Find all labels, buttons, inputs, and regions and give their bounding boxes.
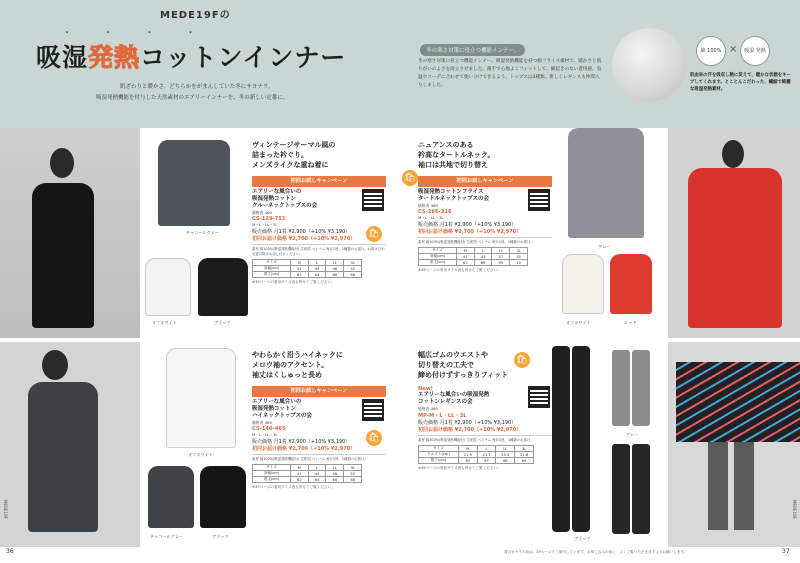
size-cell: 64	[308, 272, 326, 278]
size-cell: 68	[344, 477, 362, 483]
size-cell: 47	[492, 254, 510, 260]
catch-line: メロウ袖のアクセント。	[252, 361, 329, 369]
divider	[252, 244, 386, 245]
catch-line: 衿高なタートルネック。	[418, 151, 495, 159]
size-cell: LL	[492, 248, 510, 254]
size-cell: 3L	[510, 248, 528, 254]
size-cell: LL	[326, 260, 344, 266]
color-caption: オフホワイト	[566, 320, 591, 325]
page-number-left: 36	[6, 548, 14, 555]
qr-code	[528, 189, 550, 211]
footer-note: 着合せサイズ表は、39ページでご案内しています。お申し込みの前に、よくご覧いただきますようお願いします。	[504, 550, 688, 554]
campaign-banner: 初回お試しキャンペーン	[252, 386, 386, 397]
color-caption: チャコールグレー	[150, 534, 184, 539]
size-range: M・L・LL・3L	[418, 215, 444, 220]
catch-line: 切り替えの工夫で	[418, 361, 474, 369]
heat-badge: 吸湿 発熱	[740, 36, 770, 66]
size-table	[418, 247, 528, 266]
special-price: 初回お届け価格 ¥2,700（+10% ¥2,970）	[418, 229, 522, 235]
model-patterned-skirt	[676, 362, 800, 442]
model-red-top	[688, 168, 782, 328]
color-caption: グレー	[626, 432, 639, 437]
catch-line: ヴィンテージサーマル風の	[252, 141, 336, 149]
turtleneck-gray-garment	[568, 128, 644, 238]
price-table-ref: 価格表 469	[418, 406, 438, 411]
size-cell: 66	[326, 272, 344, 278]
size-cell: M	[290, 465, 308, 471]
size-cell: 3L	[344, 465, 362, 471]
price-table-ref: 価格表 469	[252, 210, 272, 215]
title-emphasis-dots: ・ ・ ・ ・	[62, 28, 210, 39]
color-caption: ブラック	[212, 534, 229, 539]
model-photo-crewneck	[0, 128, 140, 338]
size-cell: 41	[290, 471, 308, 477]
size-cell: 52	[344, 266, 362, 272]
product-spec: 素材 綿100%(吸湿発熱機能付) 生産国 ベトナム 毎月1回、1種類のお届け。	[418, 240, 534, 244]
size-cell: サイズ	[419, 248, 457, 254]
size-cell: M	[456, 248, 474, 254]
leggings-black-garment	[632, 444, 650, 534]
size-cell: 21.9	[458, 452, 477, 458]
shopping-bag-icon[interactable]: 🛍	[366, 226, 382, 242]
model-leg-left	[708, 442, 728, 530]
size-cell: 62	[290, 477, 308, 483]
special-price: 初回お届け価格 ¥2,700（+10% ¥2,970）	[418, 427, 522, 433]
color-caption: オフホワイト	[188, 452, 213, 457]
size-cell: LL	[326, 465, 344, 471]
size-ref-note: ※39ページの着用サイズ表も併せてご覧ください。	[252, 280, 335, 284]
highneck-black-garment	[200, 466, 246, 528]
size-table	[252, 259, 362, 278]
size-cell: 41	[456, 254, 474, 260]
size-ref-note: ※39ページの着用サイズ表も併せてご覧ください。	[418, 466, 501, 470]
leggings-black-garment	[612, 444, 630, 534]
divider	[418, 435, 552, 436]
size-cell: 3L	[515, 446, 534, 452]
title-part-3: 熱	[114, 43, 141, 72]
product-spec: 素材 綿100%(吸湿発熱機能付) 生産国 ベトナム 毎月1回、1種類のお届け。	[252, 457, 368, 461]
size-cell: 着丈(cm)	[253, 477, 291, 483]
product-name: ハイネックトップスの会	[252, 413, 313, 419]
size-cell: 48	[326, 471, 344, 477]
catch-line: ニュアンスのある	[418, 141, 474, 149]
brand-label: MEDE19Fの	[160, 10, 231, 21]
product-code: CS-266-316	[418, 209, 452, 215]
size-cell: 股下(cm)	[419, 458, 459, 464]
size-cell: 27.6	[515, 452, 534, 458]
leggings-black-left-leg	[552, 346, 570, 532]
product-name: 吸湿発熱コットン	[252, 406, 296, 412]
product-info-turtleneck	[418, 140, 552, 273]
times-icon: ×	[729, 44, 738, 55]
size-cell: 66	[326, 477, 344, 483]
fabric-swatch	[612, 28, 686, 102]
size-cell: 65	[458, 458, 477, 464]
color-caption: ブラック	[574, 536, 591, 541]
product-code: CS-140-465	[252, 426, 286, 432]
size-cell: 身幅(cm)	[253, 471, 291, 477]
size-cell: サイズ	[253, 465, 291, 471]
product-name: エアリーな風合いの	[252, 189, 302, 195]
product-name: コットンレギンスの会	[418, 399, 473, 405]
size-cell: 41	[290, 266, 308, 272]
side-label-left: MEDE19F	[3, 500, 8, 519]
product-info-highneck	[252, 350, 386, 490]
campaign-banner: 初回お試しキャンペーン	[418, 176, 552, 187]
product-name: エアリーな風合いの	[252, 399, 302, 405]
crewneck-white-garment	[145, 258, 191, 316]
divider	[252, 454, 386, 455]
size-cell: 25.5	[496, 452, 515, 458]
size-cell: L	[308, 465, 326, 471]
model-photo-leggings	[668, 342, 800, 547]
catch-line: 袖口は共地で切り替え	[418, 161, 488, 169]
product-name: 吸湿発熱コットン	[252, 196, 296, 202]
product-info-crewneck	[252, 140, 386, 285]
size-cell: 69	[515, 458, 534, 464]
size-cell: 44	[308, 266, 326, 272]
title-part-4: コットンインナー	[140, 43, 347, 72]
catch-line: 幅広ゴムのウエストや	[418, 351, 488, 359]
catch-line: やわらかく沿うハイネックに	[252, 351, 343, 359]
feature-pill: 冬の寒さ対策に役立つ機能インナー。	[420, 44, 525, 56]
catch-line: 締め付けずすっきりフィット	[418, 371, 509, 379]
model-head	[722, 140, 744, 168]
product-name: 吸湿発熱コットンフライス	[418, 189, 484, 195]
size-ref-note: ※39ページの着用サイズ表も併せてご覧ください。	[418, 268, 501, 272]
lead-line-1: 肌ざわりと暖かさ。どちらかをがまんしていた冬にサヨナラ。	[120, 84, 274, 90]
size-cell: 70	[510, 260, 528, 266]
size-cell: LL	[496, 446, 515, 452]
product-spec: 素材 綿100%(吸湿発熱機能付) 生産国 ベトナム 毎月1回、1種類のお届け。お届け日や変更の際はお申し付けください。	[252, 247, 385, 256]
price-table-ref: 価格表 469	[252, 420, 272, 425]
qr-code	[362, 399, 384, 421]
size-ref-note: ※39ページの着用サイズ表も併せてご覧ください。	[252, 485, 335, 489]
product-code: MP-M・L・LL・3L	[418, 413, 467, 419]
size-cell: 着丈(cm)	[253, 272, 291, 278]
highneck-white-garment	[166, 348, 236, 448]
crewneck-charcoal-garment	[158, 140, 230, 226]
size-cell: 身幅(cm)	[253, 266, 291, 272]
color-caption: グレー	[598, 244, 611, 249]
model-head	[42, 350, 68, 380]
size-cell: 64	[308, 477, 326, 483]
size-cell: サイズ	[253, 260, 291, 266]
size-cell: 44	[308, 471, 326, 477]
size-cell: M	[290, 260, 308, 266]
size-cell: 23.7	[477, 452, 496, 458]
color-caption: レッド	[624, 320, 637, 325]
regular-price: 販売価格 月1着 ¥2,900（+10% ¥3,190）	[418, 222, 517, 228]
size-cell: 69	[492, 260, 510, 266]
qr-code	[362, 189, 384, 211]
size-table	[418, 445, 534, 464]
divider	[418, 237, 552, 238]
model-head	[50, 148, 74, 178]
model-gray-top	[28, 382, 98, 532]
leggings-gray-garment	[632, 350, 650, 426]
catch-line: 袖丈はくしゅっと長め	[252, 371, 322, 379]
feature-body: 冬の寒さ対策に役立つ機能インナー。吸湿発熱機能を持つ綿フライス素材で、暖かさと肌ちがいのよさを両立させました。薄手で心地よくフィットして、綿起きのない着用感。気温やコーデに合わせて使い分けできるよう、トップスは3種類。新しくレギンスも仲間入りしました。	[418, 59, 602, 88]
shopping-bag-icon[interactable]: 🛍	[366, 430, 382, 446]
size-cell: M	[458, 446, 477, 452]
size-cell: 63	[456, 260, 474, 266]
special-price: 初回お届け価格 ¥2,700（+10% ¥2,970）	[252, 236, 356, 242]
size-range: M・L・LL・3L	[252, 432, 278, 437]
color-caption: ブラック	[214, 320, 231, 325]
product-spec: 素材 綿100%(吸湿発熱機能付) 生産国 ベトナム 毎月1回、1種類のお届け。	[418, 438, 534, 442]
cotton-badge: 綿 100%	[696, 36, 726, 66]
product-name: クルーネックトップスの会	[252, 203, 318, 209]
badge-note: 肌由来の汗を吸収し熱に変えて、暖かな状態をキープしてくれます。とことんこだわった、繊細で綺麗な吸湿発熱素材。	[690, 73, 791, 92]
size-cell: L	[474, 248, 492, 254]
special-price: 初回お届け価格 ¥2,700（+10% ¥2,970）	[252, 446, 356, 452]
regular-price: 販売価格 月1着 ¥2,900（+10% ¥3,190）	[418, 420, 517, 426]
size-cell: 身幅(cm)	[419, 254, 457, 260]
shopping-bag-icon[interactable]: 🛍	[402, 170, 418, 186]
size-cell: 52	[344, 471, 362, 477]
shopping-bag-icon[interactable]: 🛍	[514, 352, 530, 368]
size-cell: 66	[474, 260, 492, 266]
size-range: M・L・LL・3L	[252, 222, 278, 227]
size-cell: L	[477, 446, 496, 452]
highneck-charcoal-garment	[148, 466, 194, 528]
page-number-right: 37	[782, 548, 790, 555]
color-caption: オフホワイト	[152, 320, 177, 325]
model-photo-highneck	[0, 342, 140, 547]
page-title	[36, 38, 346, 74]
regular-price: 販売価格 月1着 ¥2,900（+10% ¥3,190）	[252, 229, 351, 235]
turtleneck-white-garment	[562, 254, 604, 314]
qr-code	[528, 386, 550, 408]
lead-line-2: 吸湿発熱機能を付与した天然素材のエアリーインナーを、冬の新しい定番に。	[96, 95, 289, 101]
turtleneck-red-garment	[610, 254, 652, 314]
regular-price: 販売価格 月1着 ¥2,900（+10% ¥3,190）	[252, 439, 351, 445]
size-cell: ウエスト(cm)	[419, 452, 459, 458]
product-name: タートルネックトップスの会	[418, 196, 489, 202]
size-table	[252, 464, 362, 483]
leggings-black-right-leg	[572, 346, 590, 532]
size-cell: サイズ	[419, 446, 459, 452]
model-photo-turtleneck	[668, 128, 800, 338]
price-table-ref: 価格表 469	[418, 203, 438, 208]
size-cell: 68	[496, 458, 515, 464]
product-name: エアリーな風合いの吸湿発熱	[418, 392, 490, 398]
size-cell: 62	[290, 272, 308, 278]
size-cell: L	[308, 260, 326, 266]
size-cell: 43	[474, 254, 492, 260]
product-info-leggings	[418, 350, 552, 471]
title-part-1: 吸湿	[36, 43, 89, 72]
size-cell: 3L	[344, 260, 362, 266]
model-leg-right	[734, 442, 754, 530]
size-cell: 67	[477, 458, 496, 464]
crewneck-black-garment	[198, 258, 248, 316]
size-cell: 着丈(cm)	[419, 260, 457, 266]
color-caption: チャコールグレー	[186, 230, 220, 235]
model-black-top	[32, 183, 94, 328]
catch-line: 詰まった衿ぐり。	[252, 151, 308, 159]
campaign-banner: 初回お試しキャンペーン	[252, 176, 386, 187]
size-cell: 68	[344, 272, 362, 278]
size-cell: 50	[510, 254, 528, 260]
title-part-2: 発	[88, 43, 115, 72]
new-badge: New!	[418, 386, 434, 392]
side-label-right: MEDE19F	[792, 500, 797, 519]
product-code: CS-129-751	[252, 216, 286, 222]
catch-line: メンズライクな重ね着に	[252, 161, 329, 169]
leggings-gray-garment	[612, 350, 630, 426]
size-cell: 48	[326, 266, 344, 272]
